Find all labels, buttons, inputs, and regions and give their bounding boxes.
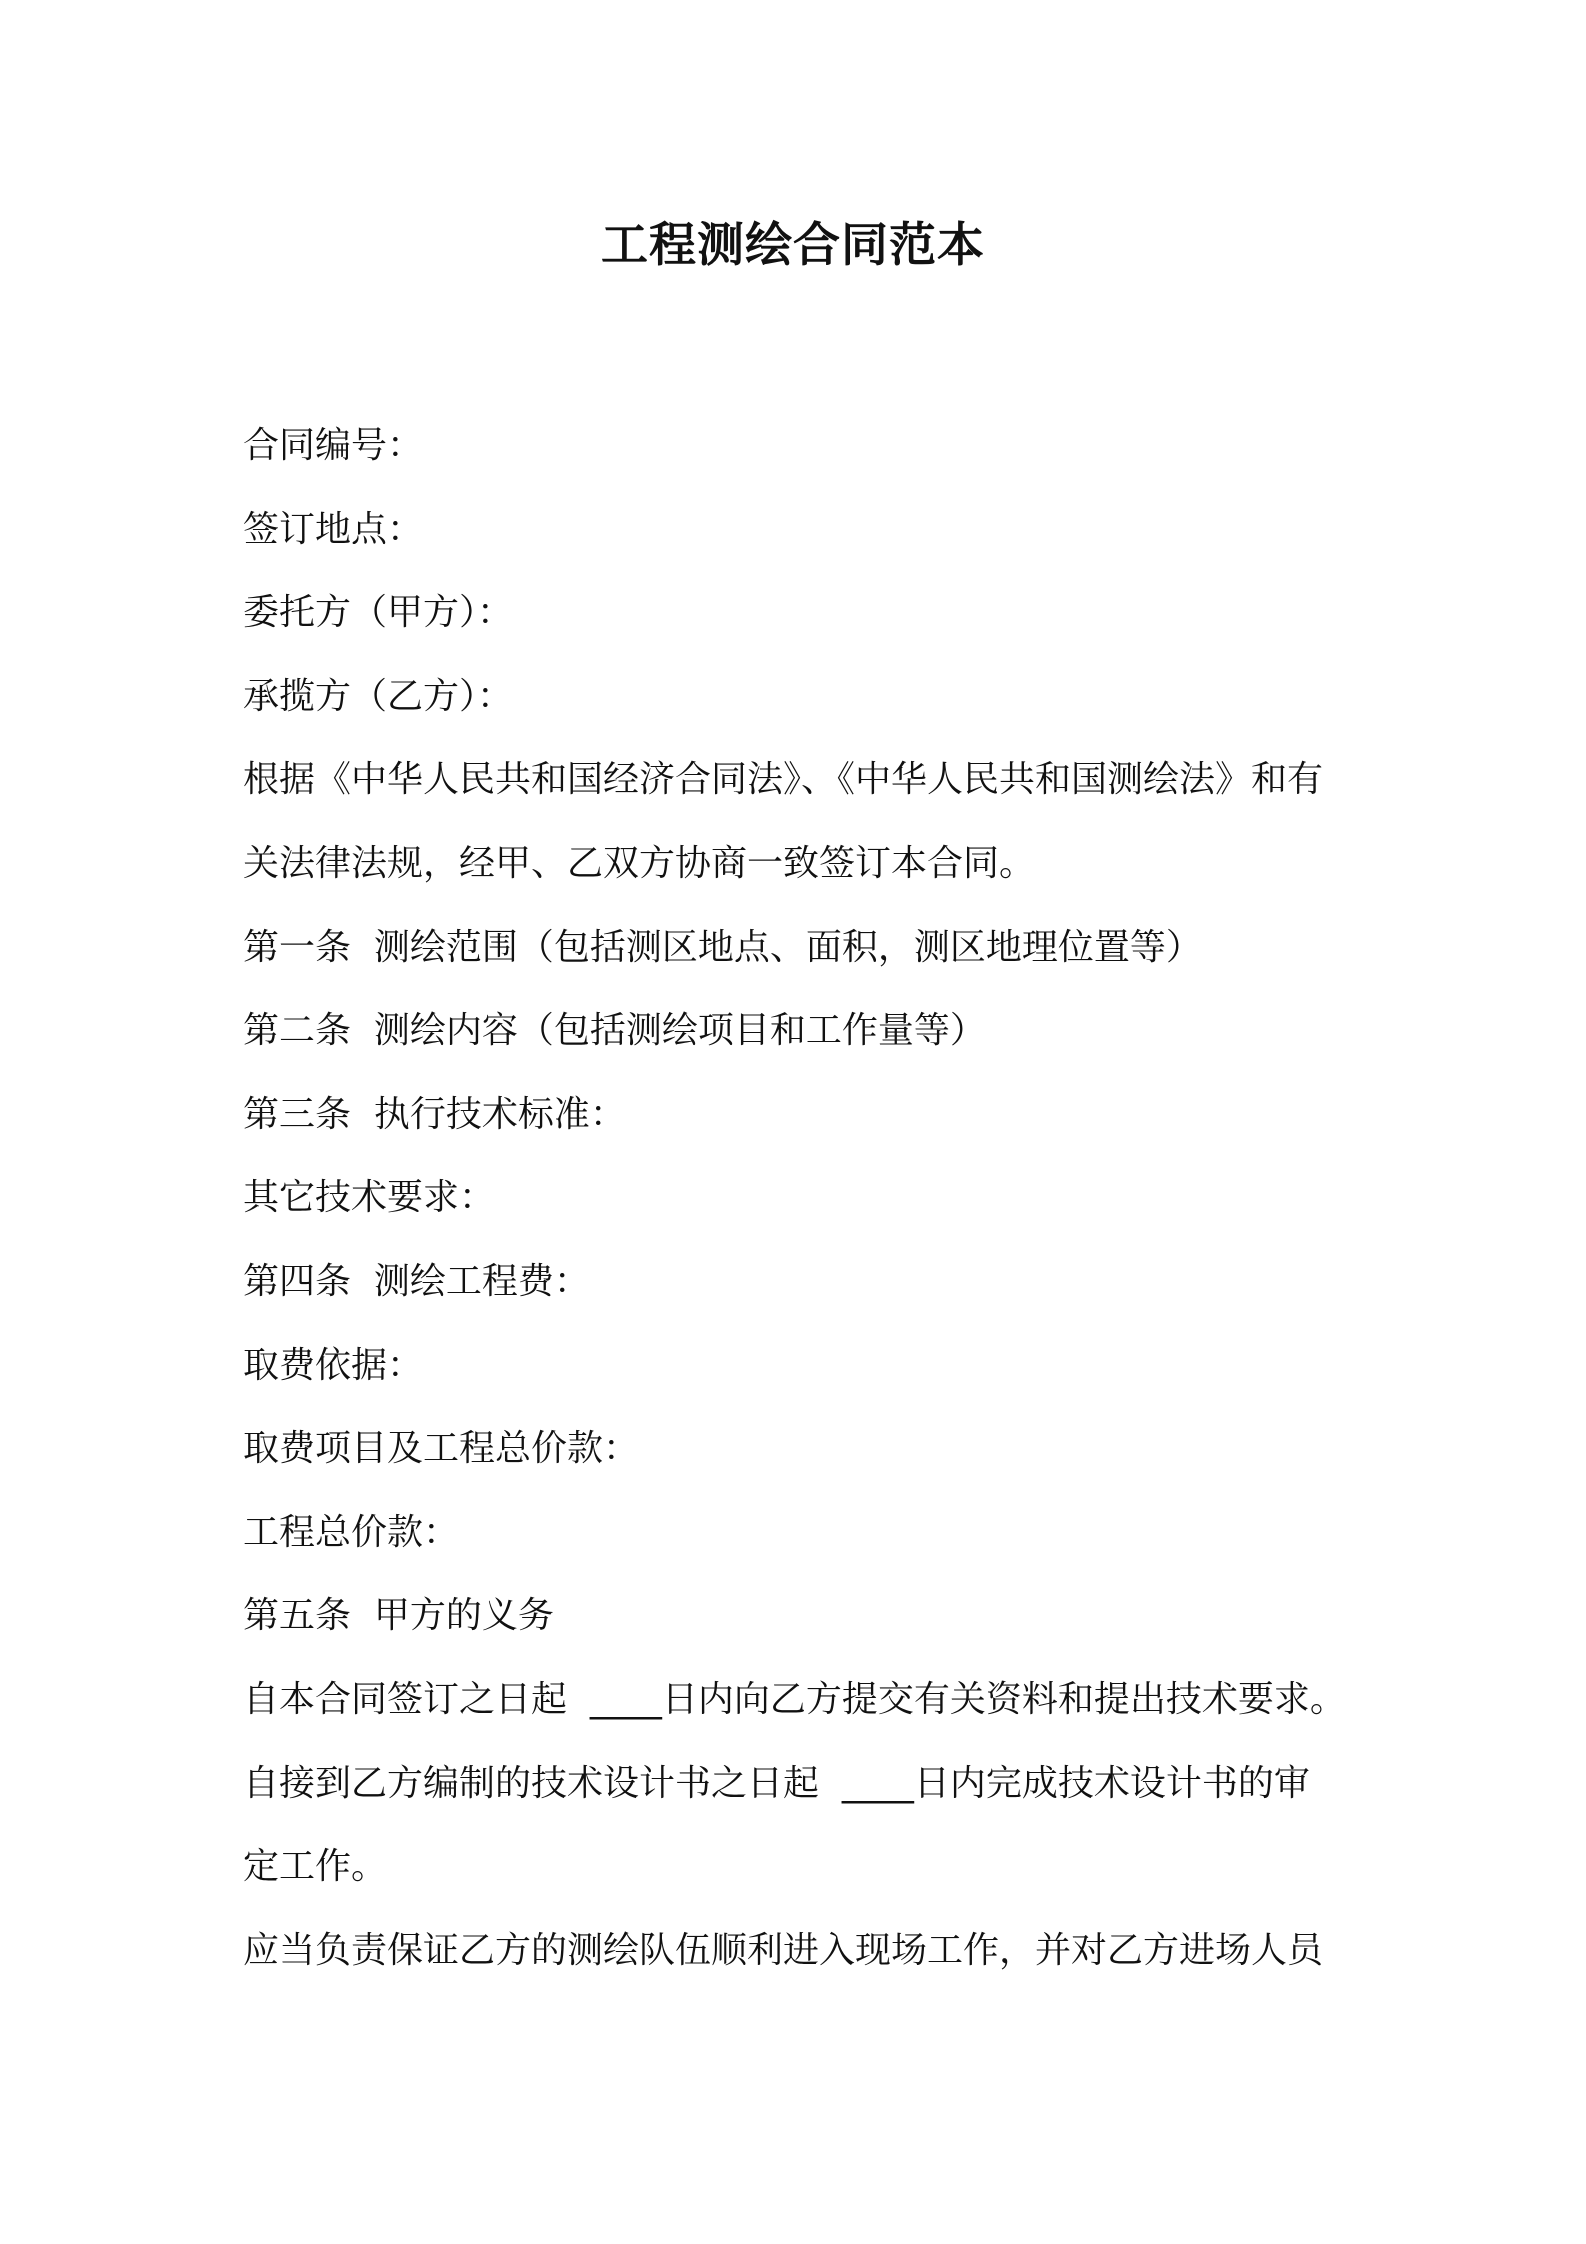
document-body bbox=[243, 404, 1383, 1992]
article-2-line: 第二条 测绘内容（包括测绘项目和工作量等） bbox=[243, 1010, 986, 1052]
obligation-3-line: 应当负责保证乙方的测绘队伍顺利进入现场工作，并对乙方进场人员 bbox=[243, 1929, 1324, 1971]
party-a-line: 委托方（甲方）： bbox=[243, 592, 514, 634]
article-5-line: 第五条 甲方的义务 bbox=[243, 1595, 554, 1637]
document-title: 工程测绘合同范本 bbox=[601, 218, 985, 273]
obligation-1-line: 自本合同签订之日起 ____日内向乙方提交有关资料和提出技术要求。 bbox=[243, 1678, 1346, 1720]
obligation-2-line-1: 自接到乙方编制的技术设计书之日起 ____日内完成技术设计书的审 bbox=[243, 1762, 1310, 1804]
other-requirements-line: 其它技术要求： bbox=[243, 1177, 496, 1219]
contract-number-line: 合同编号： bbox=[243, 425, 424, 466]
party-b-line: 承揽方（乙方）： bbox=[243, 675, 514, 717]
fee-items-line: 取费项目及工程总价款： bbox=[243, 1428, 640, 1470]
preamble-line-1: 根据《中华人民共和国经济合同法》、《中华人民共和国测绘法》和有 bbox=[243, 759, 1324, 801]
article-4-line: 第四条 测绘工程费： bbox=[243, 1260, 590, 1302]
signing-location-line: 签订地点： bbox=[243, 508, 424, 550]
preamble-line-2: 关法律法规，经甲、乙双方协商一致签订本合同。 bbox=[243, 842, 1036, 884]
total-price-line: 工程总价款： bbox=[243, 1511, 460, 1553]
article-1-line: 第一条 测绘范围（包括测区地点、面积，测区地理位置等） bbox=[243, 926, 1202, 968]
article-3-line: 第三条 执行技术标准： bbox=[243, 1093, 626, 1135]
obligation-2-line-2: 定工作。 bbox=[243, 1846, 388, 1888]
fee-basis-line: 取费依据： bbox=[243, 1344, 424, 1386]
